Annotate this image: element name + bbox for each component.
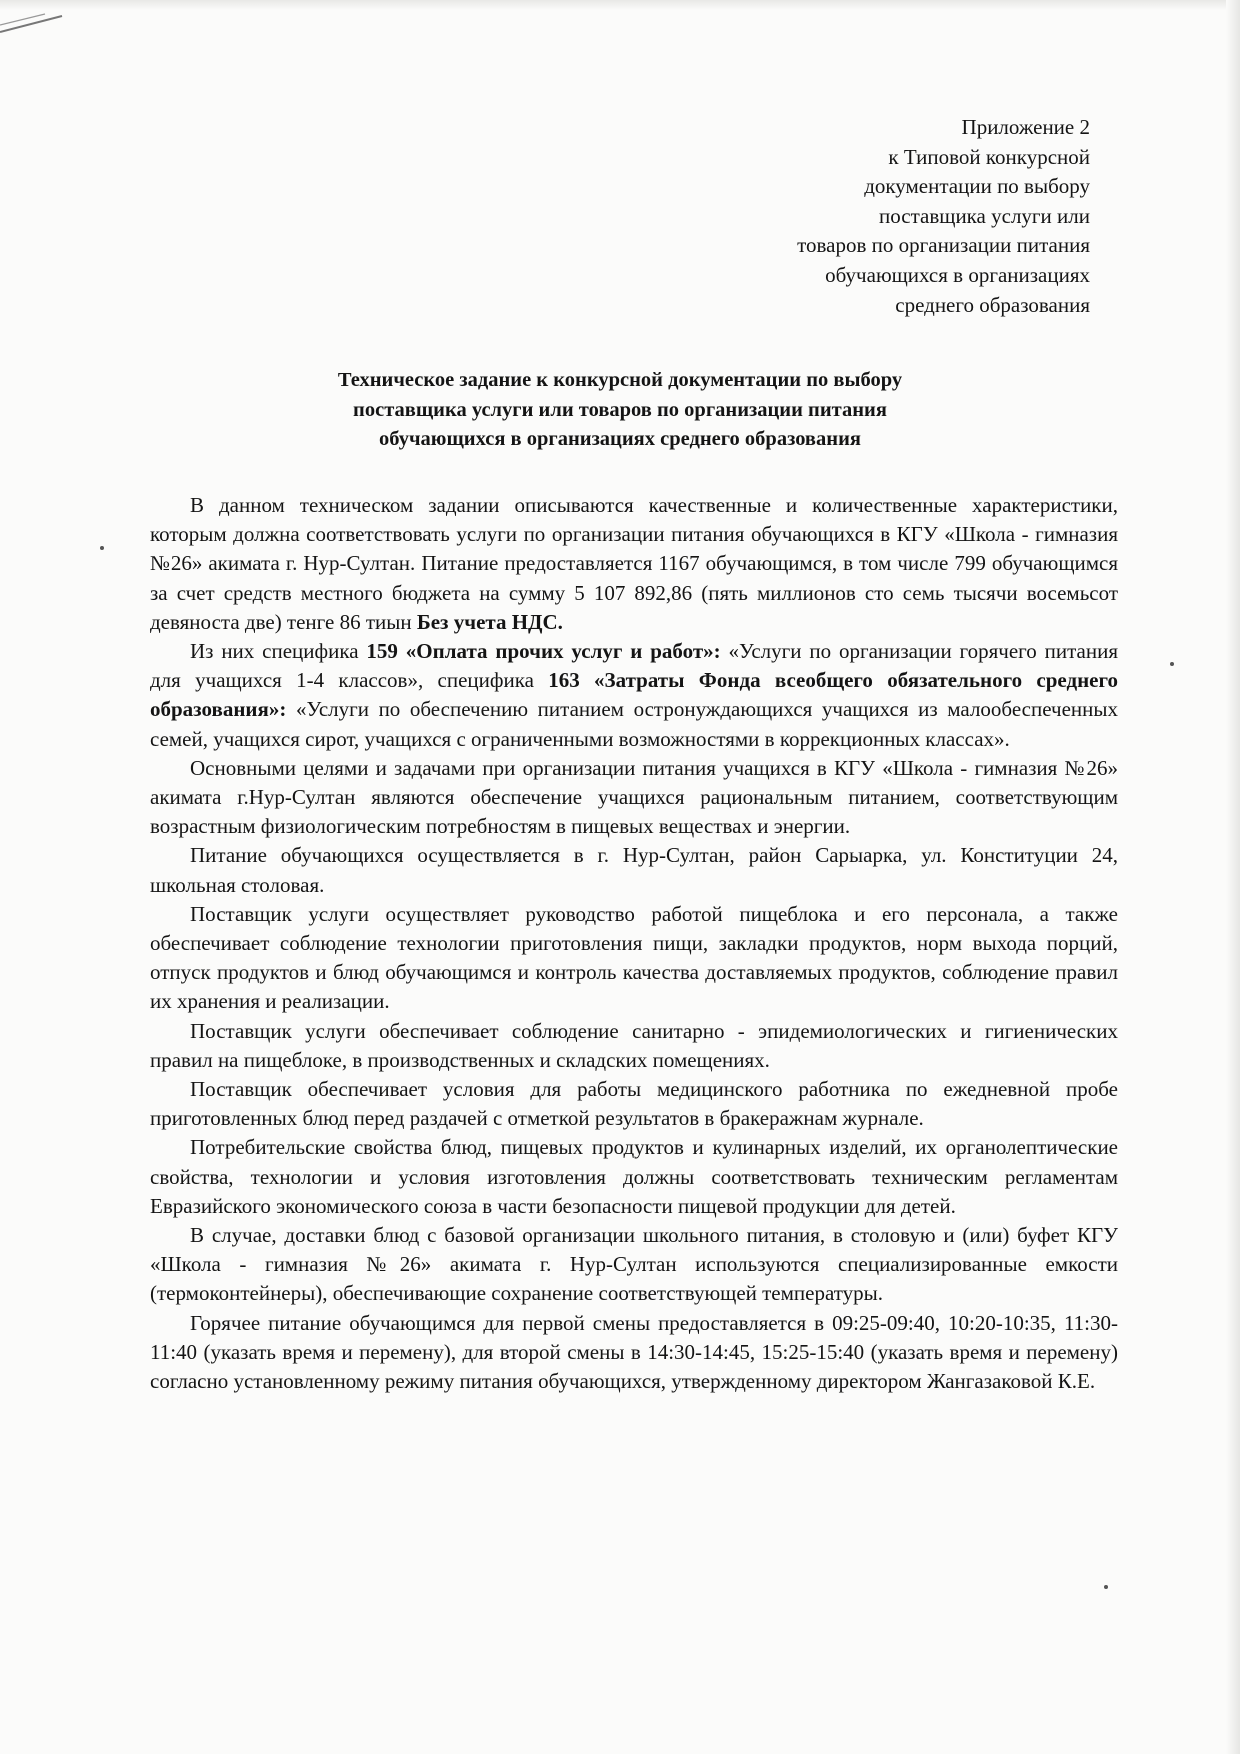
scan-speck	[1170, 662, 1174, 666]
scan-edge-right	[1226, 0, 1240, 1754]
staple-mark-icon	[0, 6, 70, 36]
scan-speck	[100, 546, 104, 550]
appendix-header	[690, 113, 1090, 320]
title-line: обучающихся в организациях среднего образования	[379, 428, 861, 450]
paragraph-location: Питание обучающихся осуществляется в г. Нур-Султан, район Сарыарка, ул. Конституции 24, школьная столовая.	[150, 843, 1118, 897]
paragraph-schedule: Горячее питание обучающимся для первой смены предоставляется в 09:25-09:40, 10:20-10:35, 11:30-11:40 (указать время и перемену), для второй смены в 14:30-14:45, 15:25-15:40 (указать время и перемену) согласно установленному режиму питания обучающихся, утвержденному директором Жангазаковой К.Е.	[150, 1310, 1118, 1394]
paragraph-scope	[150, 491, 1118, 637]
title-line: поставщика услуги или товаров по организации питания	[353, 398, 887, 421]
appendix-line: Приложение 2	[961, 115, 1090, 139]
appendix-line: среднего образования	[895, 292, 1090, 317]
appendix-line: документации по выбору	[864, 174, 1090, 199]
appendix-line: товаров по организации питания	[797, 233, 1090, 258]
paragraph-specifics	[150, 637, 1118, 754]
title-line: Техническое задание к конкурсной документации по выбору	[337, 369, 903, 391]
document-title	[150, 366, 1090, 455]
appendix-line: к Типовой конкурсной	[888, 144, 1090, 169]
paragraph-medical: Поставщик обеспечивает условия для работы медицинского работника по ежедневной пробе приготовленных блюд перед раздачей с отметкой результатов в бракеражнам журнале.	[150, 1077, 1118, 1131]
vat-note: Без учета НДС.	[416, 609, 563, 634]
specific-163: 163 «Затраты Фонда всеобщего обязательного среднего образования»:	[150, 668, 1119, 722]
scan-speck	[1104, 1585, 1108, 1589]
paragraph-scope-text: В данном техническом задании описываются качественные и количественные характеристики, которым должна соответствовать услуги по организации питания обучающихся в КГУ «Школа - гимназия №26» акимата г. Нур-Султан. Питание предоставляется 1167 обучающимся, в том числе 799 обучающимся за счет средств местного бюджета на сумму 5 107 892,86 (пять миллионов сто семь тысячи восемьсот девяноста две) тенге 86 тиын	[150, 493, 1118, 634]
specifics-mid: «Услуги по организации горячего питания для учащихся 1-4 классов», специфика	[150, 639, 1118, 693]
appendix-line: обучающихся в организациях	[825, 262, 1090, 287]
paragraph-supplier-duties: Поставщик услуги осуществляет руководство работой пищеблока и его персонала, а также обеспечивает соблюдение технологии приготовления пищи, закладки продуктов, норм выхода порций, отпуск продуктов и блюд обучающимся и контроль качества доставляемых продуктов, соблюдение правил их хранения и реализации.	[150, 901, 1118, 1014]
appendix-line: поставщика услуги или	[879, 203, 1090, 228]
paragraph-consumer-properties: Потребительские свойства блюд, пищевых продуктов и кулинарных изделий, их органолептические свойства, технологии и условия изготовления должны соответствовать техническим регламентам Евразийского экономического союза в части безопасности пищевой продукции для детей.	[150, 1135, 1118, 1218]
paragraph-goals: Основными целями и задачами при организации питания учащихся в КГУ «Школа - гимназия №26» акимата г.Нур-Султан являются обеспечение учащихся рациональным питанием, соответствующим возрастным физиологическим потребностям в пищевых веществах и энергии.	[150, 755, 1118, 839]
specifics-lead: Из них специфика	[190, 639, 367, 664]
specific-159: 159 «Оплата прочих услуг и работ»:	[366, 639, 721, 664]
paragraph-delivery: В случае, доставки блюд с базовой организации школьного питания, в столовую и (или) буфет КГУ «Школа - гимназия №26» акимата г. Нур-Султан используются специализированные емкости (термоконтейнеры), обеспечивающие сохранение соответствующей температуры.	[150, 1223, 1118, 1306]
scan-edge-top	[0, 0, 1240, 10]
document-body	[150, 491, 1118, 1396]
paragraph-sanitary: Поставщик услуги обеспечивает соблюдение санитарно - эпидемиологических и гигиенических правил на пищеблоке, в производственных и складских помещениях.	[150, 1018, 1118, 1072]
specifics-tail: «Услуги по обеспечению питанием остронуждающихся учащихся из малообеспеченных семей, учащихся сирот, учащихся с ограниченными возможностями в коррекционных классах».	[150, 697, 1118, 751]
